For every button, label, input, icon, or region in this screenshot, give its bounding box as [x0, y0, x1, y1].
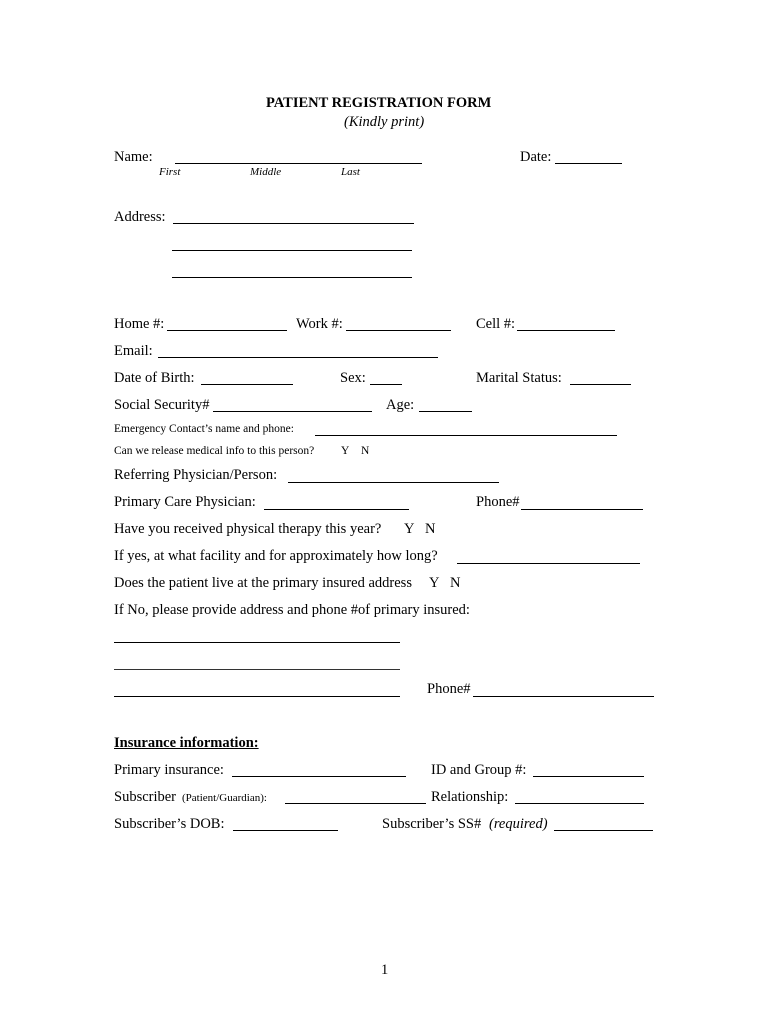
pt-question: Have you received physical therapy this year?	[114, 521, 382, 537]
cell-phone-label: Cell #:	[476, 316, 516, 332]
address-label: Address:	[114, 209, 166, 225]
live-question: Does the patient live at the primary insured address	[114, 575, 412, 591]
live-yes-option[interactable]: Y	[429, 575, 440, 591]
email-label: Email:	[114, 343, 153, 359]
release-no-option[interactable]: N	[361, 445, 370, 457]
subscriber-dob-label: Subscriber’s DOB:	[114, 816, 225, 832]
insured-address-line-3[interactable]	[114, 696, 400, 697]
subscriber-field[interactable]	[285, 803, 426, 804]
subscriber-ss-field[interactable]	[554, 830, 653, 831]
pcp-phone-field[interactable]	[521, 509, 643, 510]
sex-label: Sex:	[340, 370, 366, 386]
emergency-contact-label: Emergency Contact’s name and phone:	[114, 423, 294, 435]
referring-physician-field[interactable]	[288, 482, 499, 483]
subscriber-ss-required: (required)	[489, 816, 548, 832]
insured-address-line-1[interactable]	[114, 642, 400, 643]
dob-label: Date of Birth:	[114, 370, 195, 386]
ssn-label: Social Security#	[114, 397, 210, 413]
cell-phone-field[interactable]	[517, 330, 615, 331]
facility-field[interactable]	[457, 563, 640, 564]
pt-no-option[interactable]: N	[425, 521, 436, 537]
subscriber-ss-label: Subscriber’s SS#	[382, 816, 482, 832]
address-line-2[interactable]	[172, 250, 412, 251]
pcp-field[interactable]	[264, 509, 409, 510]
name-field[interactable]	[175, 163, 422, 164]
referring-physician-label: Referring Physician/Person:	[114, 467, 278, 483]
email-field[interactable]	[158, 357, 438, 358]
age-field[interactable]	[419, 411, 472, 412]
release-yes-option[interactable]: Y	[341, 445, 350, 457]
if-no-instruction: If No, please provide address and phone #of primary insured:	[114, 602, 470, 618]
date-field[interactable]	[555, 163, 622, 164]
address-line-3[interactable]	[172, 277, 412, 278]
date-label: Date:	[520, 149, 552, 165]
sex-field[interactable]	[370, 384, 402, 385]
age-label: Age:	[386, 397, 415, 413]
home-phone-field[interactable]	[167, 330, 287, 331]
pcp-label: Primary Care Physician:	[114, 494, 256, 510]
form-title: PATIENT REGISTRATION FORM	[266, 95, 492, 111]
subscriber-sub-label: (Patient/Guardian):	[182, 792, 267, 804]
primary-insurance-field[interactable]	[232, 776, 406, 777]
marital-status-label: Marital Status:	[476, 370, 562, 386]
insured-phone-label: Phone#	[427, 681, 471, 697]
name-first-hint: First	[159, 166, 181, 178]
insurance-heading: Insurance information:	[114, 735, 259, 751]
work-phone-label: Work #:	[296, 316, 343, 332]
relationship-label: Relationship:	[431, 789, 509, 805]
ssn-field[interactable]	[213, 411, 372, 412]
dob-field[interactable]	[201, 384, 293, 385]
page-number: 1	[381, 962, 389, 978]
insured-address-line-2[interactable]	[114, 669, 400, 670]
id-group-field[interactable]	[533, 776, 644, 777]
insured-phone-field[interactable]	[473, 696, 654, 697]
id-group-label: ID and Group #:	[431, 762, 527, 778]
facility-question: If yes, at what facility and for approximately how long?	[114, 548, 438, 564]
home-phone-label: Home #:	[114, 316, 165, 332]
emergency-contact-field[interactable]	[315, 435, 617, 436]
form-subtitle: (Kindly print)	[344, 114, 425, 130]
name-last-hint: Last	[341, 166, 360, 178]
name-middle-hint: Middle	[250, 166, 282, 178]
pcp-phone-label: Phone#	[476, 494, 520, 510]
name-label: Name:	[114, 149, 153, 165]
address-line-1[interactable]	[173, 223, 414, 224]
work-phone-field[interactable]	[346, 330, 451, 331]
relationship-field[interactable]	[515, 803, 644, 804]
marital-status-field[interactable]	[570, 384, 631, 385]
pt-yes-option[interactable]: Y	[404, 521, 415, 537]
subscriber-dob-field[interactable]	[233, 830, 338, 831]
release-question: Can we release medical info to this person?	[114, 445, 315, 457]
subscriber-label: Subscriber	[114, 789, 177, 805]
primary-insurance-label: Primary insurance:	[114, 762, 224, 778]
live-no-option[interactable]: N	[450, 575, 461, 591]
